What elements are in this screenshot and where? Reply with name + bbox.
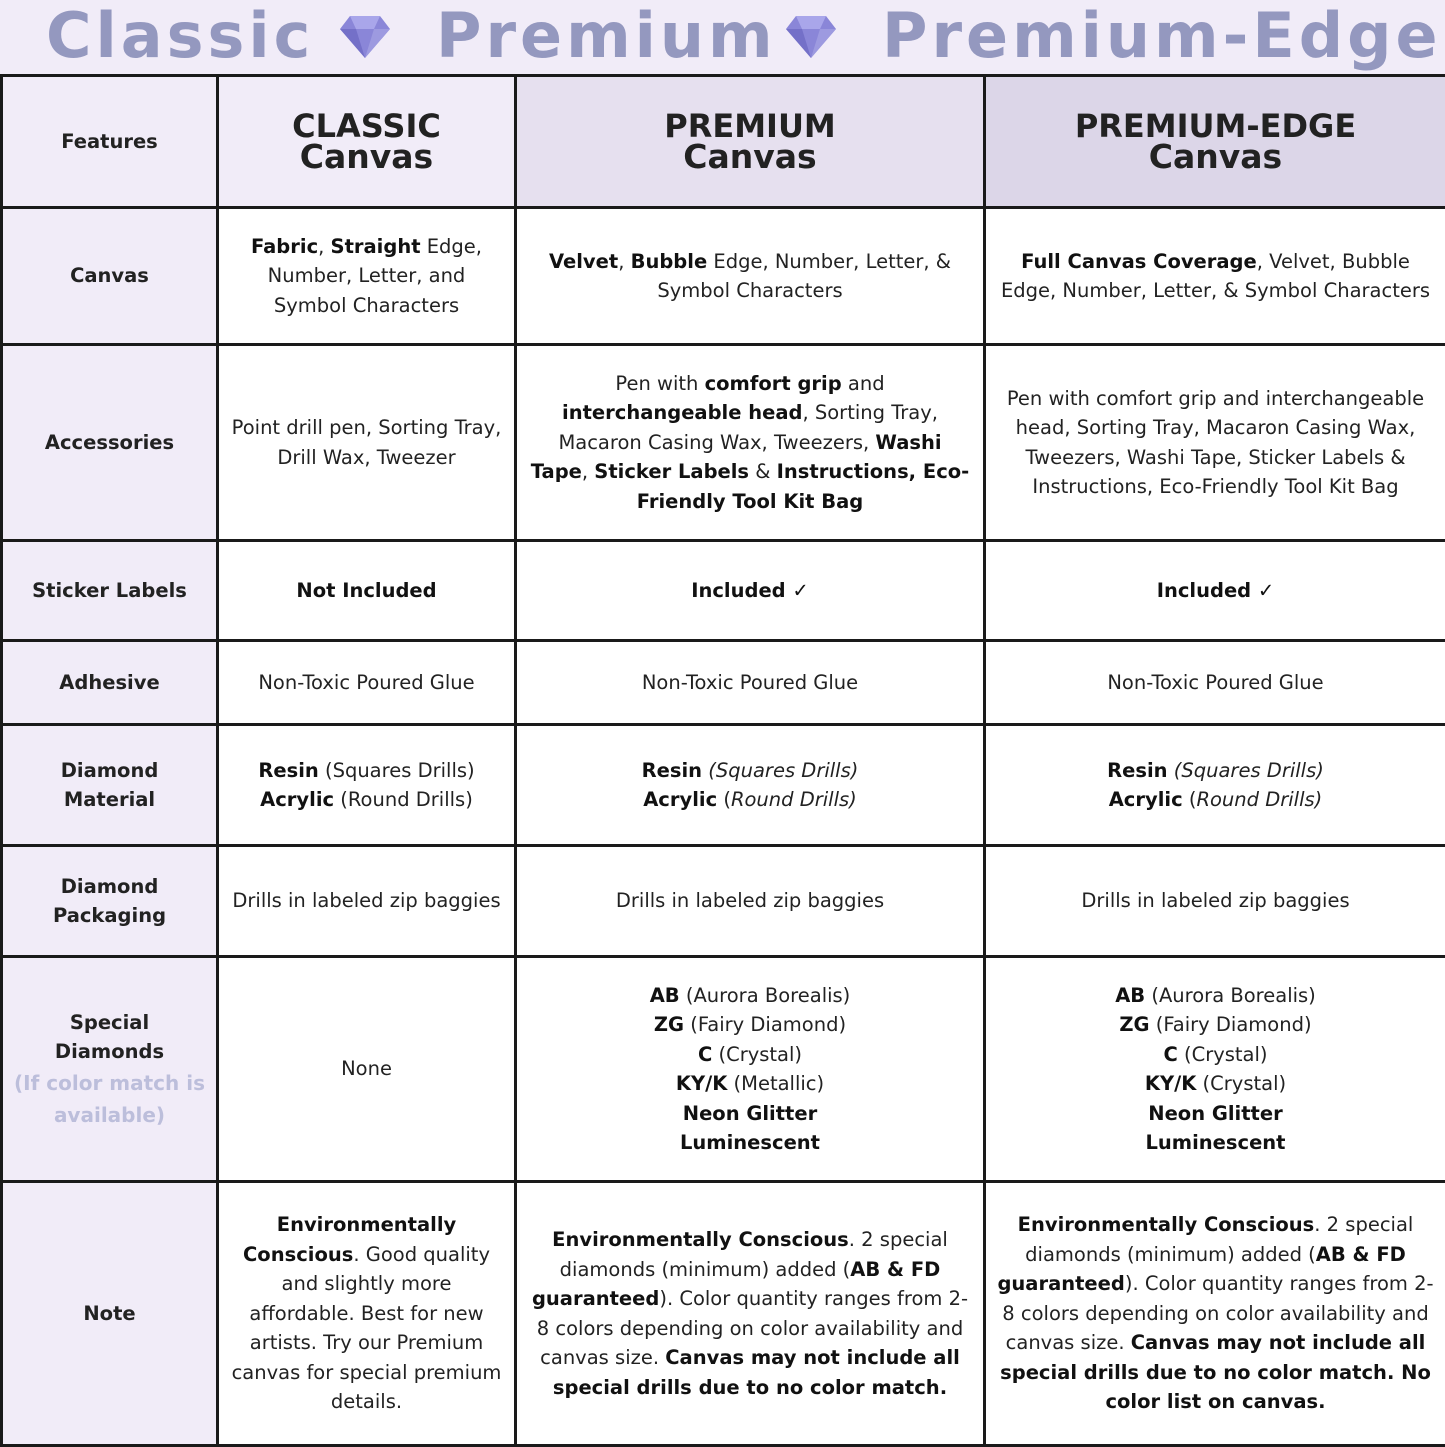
cell-material-edge: Resin (Squares Drills) Acrylic (Round Drills): [985, 725, 1445, 846]
column-subtitle: Canvas: [996, 142, 1435, 172]
cell-special-edge: AB (Aurora Borealis) ZG (Fairy Diamond) C (Crystal) KY/K (Crystal) Neon Glitter Luminescent: [985, 957, 1445, 1182]
column-subtitle: Canvas: [229, 142, 504, 172]
cell-accessories-premium: Pen with comfort grip and interchangeable head, Sorting Tray, Macaron Casing Wax, Tweezers, Washi Tape, Sticker Labels & Instructions, Eco-Friendly Tool Kit Bag: [516, 345, 985, 541]
table-row-sticker-labels: [2, 541, 1445, 641]
cell-sticker-premium: Included ✓: [516, 541, 985, 641]
table-row-accessories: [2, 345, 1445, 541]
cell-sticker-edge: Included ✓: [985, 541, 1445, 641]
row-label-diamond-packaging: Diamond Packaging: [2, 846, 218, 957]
comparison-table: [0, 74, 1445, 1447]
cell-note-edge: Environmentally Conscious. 2 special diamonds (minimum) added (AB & FD guaranteed). Color quantity ranges from 2-8 colors depending on color availability and canvas size. Canvas may not include all special drills due to no color match. No color list on canvas.: [985, 1182, 1445, 1446]
cell-adhesive-premium: Non-Toxic Poured Glue: [516, 641, 985, 725]
features-header: Features: [2, 76, 218, 208]
table-row-diamond-packaging: [2, 846, 1445, 957]
row-label-canvas: Canvas: [2, 208, 218, 345]
cell-special-classic: None: [218, 957, 516, 1182]
table-row-canvas: [2, 208, 1445, 345]
column-header-classic: [218, 76, 516, 208]
cell-note-premium: Environmentally Conscious. 2 special diamonds (minimum) added (AB & FD guaranteed). Color quantity ranges from 2-8 colors depending on color availability and canvas size. Canvas may not include all special drills due to no color match.: [516, 1182, 985, 1446]
cell-canvas-edge: Full Canvas Coverage, Velvet, Bubble Edge, Number, Letter, & Symbol Characters: [985, 208, 1445, 345]
row-label-note: Note: [2, 1182, 218, 1446]
cell-canvas-premium: Velvet, Bubble Edge, Number, Letter, & Symbol Characters: [516, 208, 985, 345]
table-row-diamond-material: [2, 725, 1445, 846]
table-row-special-diamonds: [2, 957, 1445, 1182]
column-title: PREMIUM: [527, 112, 973, 142]
cell-canvas-classic: Fabric, Straight Edge, Number, Letter, and Symbol Characters: [218, 208, 516, 345]
row-label-adhesive: Adhesive: [2, 641, 218, 725]
cell-sticker-classic: Not Included: [218, 541, 516, 641]
cell-packaging-premium: Drills in labeled zip baggies: [516, 846, 985, 957]
row-label-sticker-labels: Sticker Labels: [2, 541, 218, 641]
row-label-diamond-material: Diamond Material: [2, 725, 218, 846]
table-row-adhesive: [2, 641, 1445, 725]
title-premium: Premium: [436, 0, 777, 76]
column-title: CLASSIC: [229, 112, 504, 142]
column-header-premium-edge: [985, 76, 1445, 208]
diamond-icon: [340, 14, 390, 58]
table-header-row: [2, 76, 1445, 208]
diamond-icon: [786, 14, 836, 58]
column-title: PREMIUM-EDGE: [996, 112, 1435, 142]
row-label-special-diamonds: Special Diamonds (If color match is available): [2, 957, 218, 1182]
cell-adhesive-classic: Non-Toxic Poured Glue: [218, 641, 516, 725]
title-banner: [0, 0, 1445, 76]
cell-adhesive-edge: Non-Toxic Poured Glue: [985, 641, 1445, 725]
row-label-accessories: Accessories: [2, 345, 218, 541]
table-row-note: [2, 1182, 1445, 1446]
cell-accessories-edge: Pen with comfort grip and interchangeable head, Sorting Tray, Macaron Casing Wax, Tweezers, Washi Tape, Sticker Labels & Instructions, Eco-Friendly Tool Kit Bag: [985, 345, 1445, 541]
cell-material-classic: Resin (Squares Drills) Acrylic (Round Drills): [218, 725, 516, 846]
cell-special-premium: AB (Aurora Borealis) ZG (Fairy Diamond) C (Crystal) KY/K (Metallic) Neon Glitter Luminescent: [516, 957, 985, 1182]
cell-packaging-classic: Drills in labeled zip baggies: [218, 846, 516, 957]
cell-note-classic: Environmentally Conscious. Good quality and slightly more affordable. Best for new artists. Try our Premium canvas for special premium details.: [218, 1182, 516, 1446]
column-subtitle: Canvas: [527, 142, 973, 172]
title-premium-edge: Premium-Edge: [882, 0, 1442, 76]
column-header-premium: [516, 76, 985, 208]
cell-packaging-edge: Drills in labeled zip baggies: [985, 846, 1445, 957]
title-classic: Classic: [46, 0, 314, 76]
cell-accessories-classic: Point drill pen, Sorting Tray, Drill Wax, Tweezer: [218, 345, 516, 541]
cell-material-premium: Resin (Squares Drills) Acrylic (Round Drills): [516, 725, 985, 846]
